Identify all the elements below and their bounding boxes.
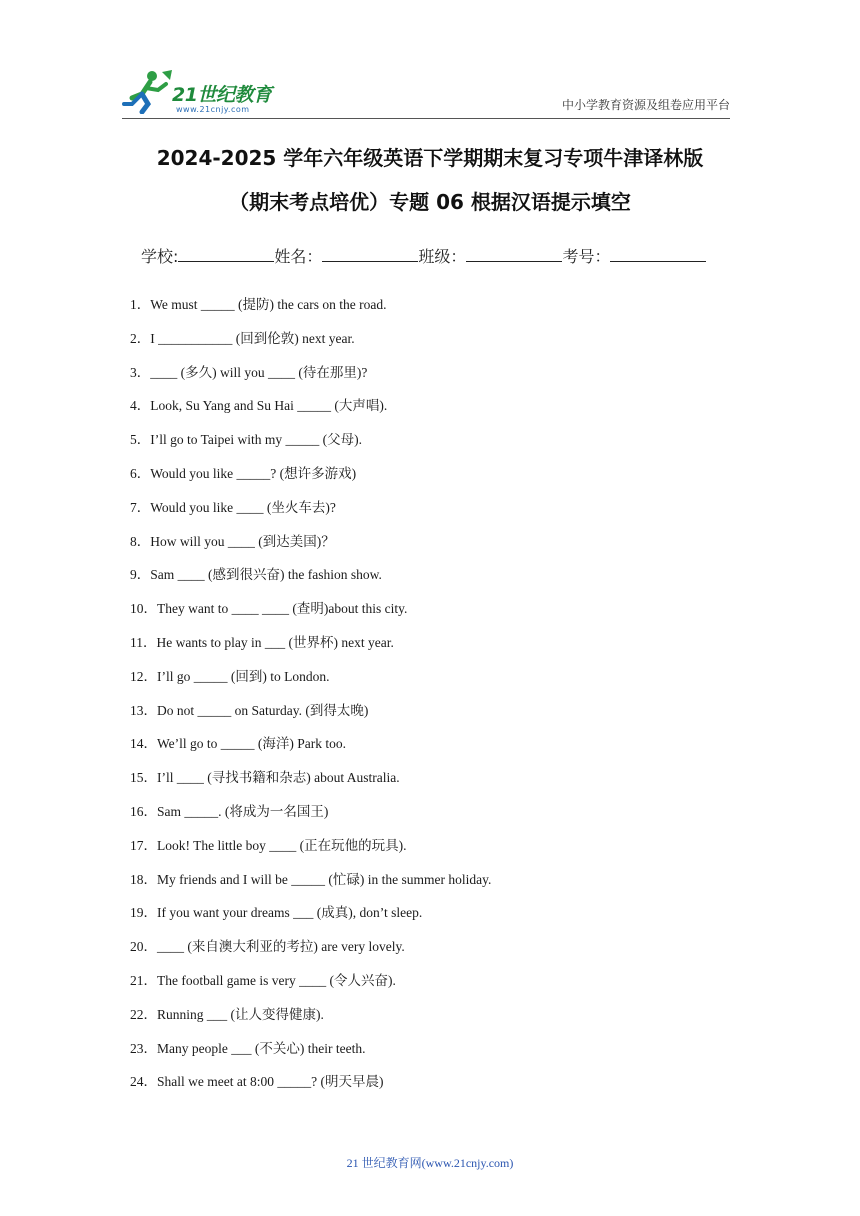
- question-item: 12．I’ll go _____ (回到) to London.: [130, 668, 330, 684]
- question-item: 13．Do not _____ on Saturday. (到得太晚): [130, 702, 369, 718]
- question-item: 24．Shall we meet at 8:00 _____? (明天早晨): [130, 1074, 384, 1090]
- class-blank[interactable]: [466, 247, 562, 262]
- question-list: [130, 296, 750, 1107]
- number-label: 考号：: [562, 247, 611, 266]
- school-blank[interactable]: [178, 247, 274, 262]
- question-item: 10．They want to ____ ____ (查明)about this city.: [130, 601, 408, 617]
- question-item: 20．____ (来自澳大利亚的考拉) are very lovely.: [130, 939, 405, 955]
- question-item: 23．Many people ___ (不关心) their teeth.: [130, 1040, 366, 1056]
- running-figure-icon: [122, 68, 174, 114]
- header-divider: [122, 118, 730, 119]
- question-item: 22．Running ___ (让人变得健康).: [130, 1006, 324, 1022]
- question-item: 1．We must _____ (提防) the cars on the road.: [130, 297, 387, 312]
- question-item: 19．If you want your dreams ___ (成真), don’t sleep.: [130, 905, 423, 921]
- name-blank[interactable]: [322, 247, 418, 262]
- school-label: 学校:: [141, 247, 179, 266]
- question-item: 3．____ (多久) will you ____ (待在那里)?: [130, 364, 368, 380]
- platform-name: 中小学教育资源及组卷应用平台: [561, 98, 730, 112]
- question-item: 16．Sam _____. (将成为一名国王): [130, 803, 329, 819]
- number-blank[interactable]: [610, 247, 706, 262]
- question-item: 2．I ___________ (回到伦敦) next year.: [130, 330, 355, 346]
- student-info-row: [141, 244, 706, 267]
- question-item: 14．We’ll go to _____ (海洋) Park too.: [130, 736, 347, 752]
- document-title-line2: （期末考点培优）专题 06 根据汉语提示填空: [229, 190, 631, 214]
- logo-text: 21世纪教育: [172, 84, 272, 106]
- site-logo[interactable]: [122, 68, 292, 118]
- name-label: 姓名：: [274, 247, 323, 266]
- question-item: 18．My friends and I will be _____ (忙碌) in the summer holiday.: [130, 871, 492, 887]
- document-title-line1: 2024-2025 学年六年级英语下学期期末复习专项牛津译林版: [156, 146, 704, 170]
- question-item: 17．Look! The little boy ____ (正在玩他的玩具).: [130, 837, 407, 853]
- question-item: 7．Would you like ____ (坐火车去)?: [130, 499, 336, 515]
- page-header: [0, 0, 860, 120]
- question-item: 6．Would you like _____? (想许多游戏): [130, 465, 357, 481]
- class-label: 班级：: [418, 247, 467, 266]
- question-item: 15．I’ll ____ (寻找书籍和杂志) about Australia.: [130, 770, 400, 786]
- logo-url: www.21cnjy.com: [176, 105, 250, 114]
- question-item: 9．Sam ____ (感到很兴奋) the fashion show.: [130, 567, 382, 583]
- question-item: 4．Look, Su Yang and Su Hai _____ (大声唱).: [130, 398, 388, 414]
- question-item: 11．He wants to play in ___ (世界杯) next year.: [130, 634, 394, 650]
- question-item: 21．The football game is very ____ (令人兴奋).: [130, 972, 396, 988]
- question-item: 8．How will you ____ (到达美国)？: [130, 533, 335, 549]
- page-footer[interactable]: 21 世纪教育网(www.21cnjy.com): [346, 1156, 514, 1170]
- question-item: 5．I’ll go to Taipei with my _____ (父母).: [130, 432, 363, 448]
